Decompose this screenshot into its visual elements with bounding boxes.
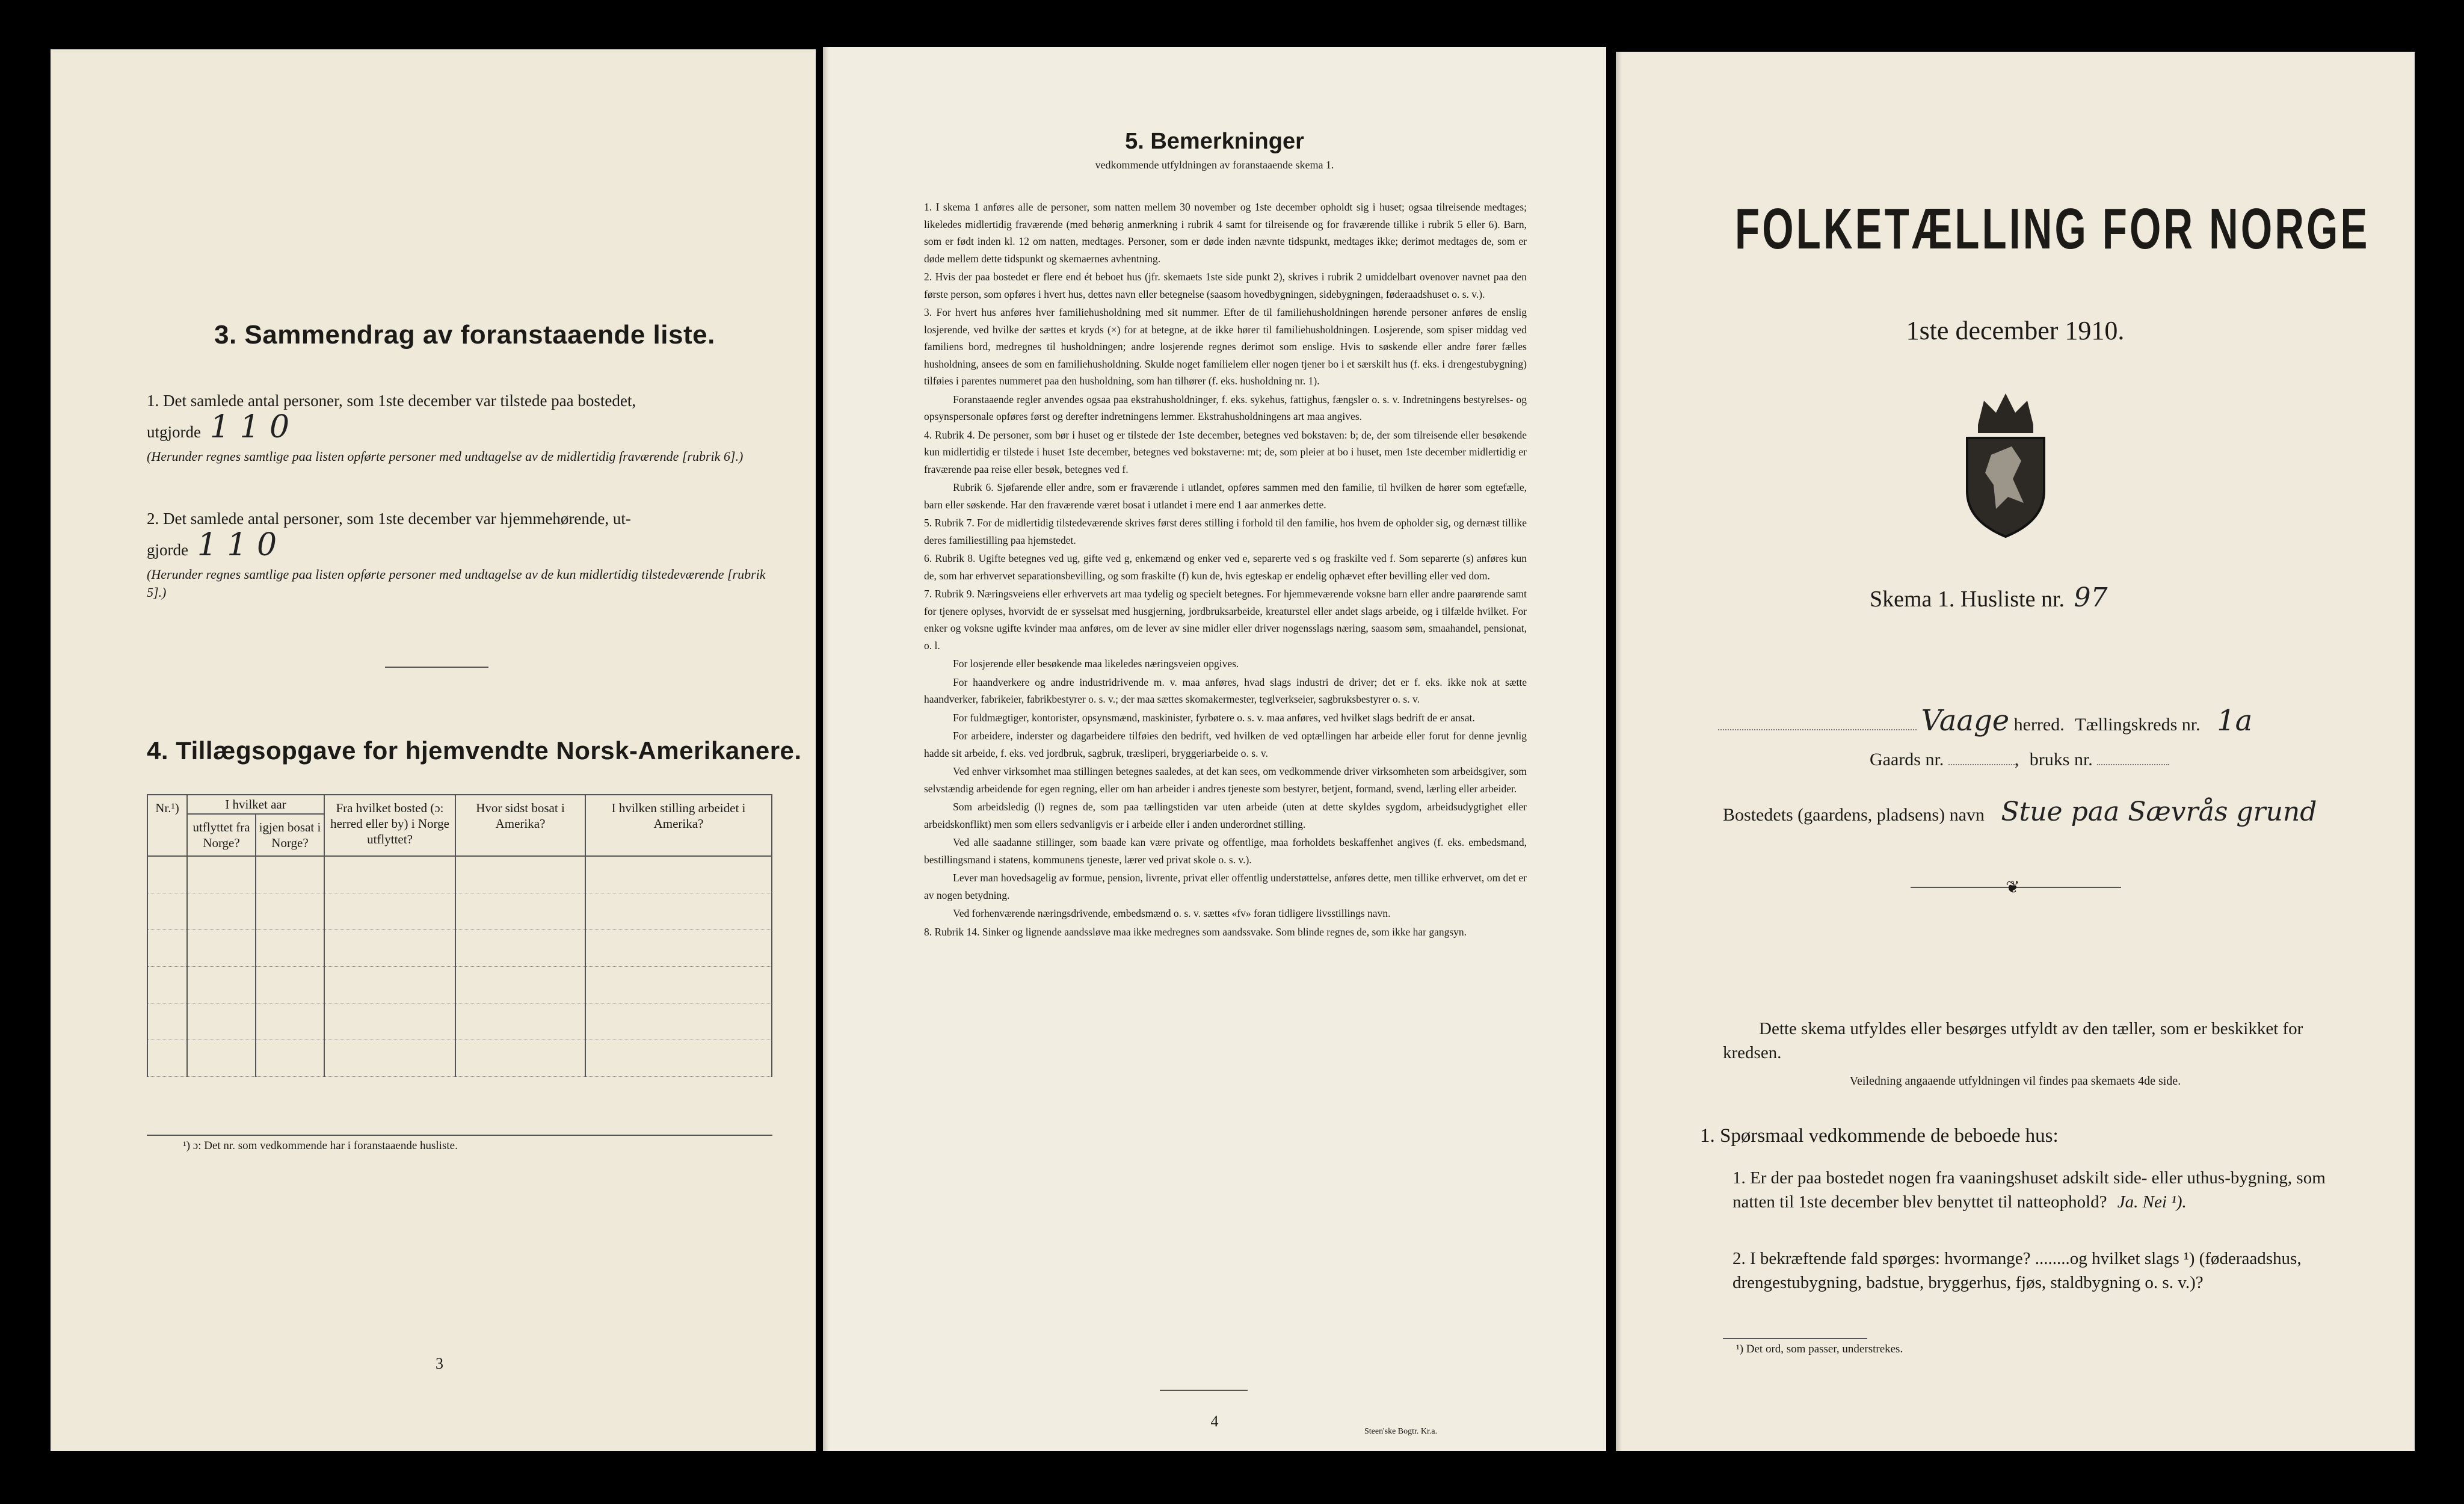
remark-paragraph: For arbeidere, inderster og dagarbeidere tilføies den bedrift, ved hvilken de ved optællingen har arbeide eller forut for denne jevnlig hadde sit arbeide, f. eks. ved jordbruk, sagbruk, træsliperi, bryggeriarbeide o. s. v. — [924, 730, 1527, 759]
bosted-line — [1723, 797, 2317, 827]
remark-paragraph: Rubrik 6. Sjøfarende eller andre, som er fraværende i utlandet, opføres sammen med den familie, til hvilken de hører som egtefælle, barn eller søskende. Har den fraværende været bosat i utlandet i mere end 1 aar anmerkes dette. — [924, 481, 1527, 511]
table-cell — [256, 1040, 324, 1077]
remark-paragraph: 3. For hvert hus anføres hver familiehusholdning med sit nummer. Efter de til familiehusholdningen hørende personer anføres de enslig losjerende, ved hvilke der sættes et kryds (×) for at betegne, at de ikke hører til familiehusholdningen. Losjerende, som spiser middag ved familiens bord, medregnes til husholdningen; andre losjerende regnes derimot som enslige. Hvis to søskende eller andre fører fælles husholdning, ansees de som en familiehusholdning. Skulde noget familielem eller nogen tjener bo i et særskilt hus (f. eks. i drengestubygning) tilføies i parentes nummeret paa den husholdning, som han tilhører (f. eks. husholdning nr. 1). — [924, 306, 1527, 387]
table-row — [147, 967, 772, 1003]
page-3 — [51, 49, 816, 1451]
question-1-answer: Ja. Nei ¹). — [2117, 1192, 2187, 1212]
skema-line — [1870, 582, 2108, 613]
question-1-text: 1. Er der paa bostedet nogen fra vaaningshuset adskilt side- eller uthus-bygning, som natten til 1ste december blev benyttet til natteophold? — [1732, 1168, 2326, 1212]
footnote-rule — [1723, 1338, 1867, 1339]
intro-text: Dette skema utfyldes eller besørges utfyldt av den tæller, som er beskikket for kredsen. — [1723, 1019, 2303, 1062]
table-cell — [147, 1040, 187, 1077]
summary-item-1-note: (Herunder regnes samtlige paa listen opførte personer med undtagelse av de midlertidig fraværende [rubrik 6].) — [147, 449, 744, 464]
table-bottom-rule — [147, 1135, 772, 1136]
table-cell — [585, 893, 772, 930]
col-amerika: Hvor sidst bosat i Amerika? — [455, 795, 585, 856]
table-cell — [585, 1003, 772, 1040]
summary-item-2-text: 2. Det samlede antal personer, som 1ste december var hjemmehørende, ut- — [147, 510, 631, 528]
herred-label: herred. — [2013, 715, 2065, 735]
table-cell — [455, 893, 585, 930]
table-cell — [324, 1040, 455, 1077]
veiledning-text: Veiledning angaaende utfyldningen vil findes paa skemaets 4de side. — [1849, 1074, 2181, 1088]
remark-paragraph: 6. Rubrik 8. Ugifte betegnes ved ug, gifte ved g, enkemænd og enker ved e, separerte ved s og fraskilte ved f. Som separerte (s) anføres kun de, som har erhvervet separationsbevilling, og som fraskilte (f) kun de, hvis egteskap er endelig ophævet efter bevilling eller ved dom. — [924, 552, 1527, 582]
remark-paragraph: For haandverkere og andre industridrivende m. v. maa anføres, hvad slags industri de driver; det er f. eks. ikke nok at sætte haandverker, fabrikeier, fabrikbestyrer o. s. v.; der maa sættes skomakermester, teglverkseier, sagbruksbestyrer o. s. v. — [924, 676, 1527, 705]
divider — [385, 667, 488, 668]
remark-paragraph: Lever man hovedsagelig av formue, pension, livrente, privat eller offentlig understøttelse, anføres dette, men tillike erhvervet, om det er av nogen betydning. — [924, 872, 1527, 901]
table-cell — [455, 856, 585, 893]
main-title: FOLKETÆLLING FOR NORGE — [1735, 197, 2370, 261]
coat-of-arms-icon — [1954, 389, 2057, 542]
summary-item-1-prefix: utgjorde — [147, 423, 201, 441]
table-cell — [187, 967, 256, 1003]
bosted-label: Bostedets (gaardens, pladsens) navn — [1723, 805, 1985, 825]
table-cell — [585, 967, 772, 1003]
remarks-subtitle: vedkommende utfyldningen av foranstaaende skema 1. — [1095, 159, 1334, 171]
remark-paragraph: 5. Rubrik 7. For de midlertidig tilstedeværende skrives først deres stilling i forhold til den familie, hos hvem de opholder sig, og dernæst tillike deres familiestilling paa hjemstedet. — [924, 517, 1527, 546]
gaards-label: Gaards nr. — [1870, 750, 1944, 769]
page-1 — [1616, 52, 2415, 1451]
table-cell — [455, 967, 585, 1003]
footnote: ¹) Det ord, som passer, understrekes. — [1736, 1343, 1903, 1355]
table-cell — [147, 893, 187, 930]
table-cell — [147, 1003, 187, 1040]
norsk-amerikanere-table — [147, 794, 772, 1077]
remark-paragraph: For fuldmægtiger, kontorister, opsynsmænd, maskinister, fyrbøtere o. s. v. maa anføres, ved hvilket slags bedrift de er ansat. — [953, 711, 1475, 724]
remark-paragraph: 4. Rubrik 4. De personer, som bør i huset og er tilstede der 1ste december, betegnes ved bokstaven: b; de, der som tilreisende eller besøkende kun midlertidig er tilstede i huset 1ste december, betegnes ved bokstaverne: mt; de, som pleier at bo i huset, men 1ste december midlertidig er fraværende paa reise eller besøk, betegnes ved f. — [924, 428, 1527, 475]
table-cell — [455, 1003, 585, 1040]
remark-paragraph: Som arbeidsledig (l) regnes de, som paa tællingstiden var uten arbeide (uten at dette skyldes sygdom, arbeidsudygtighet eller arbeidskonflikt) men som ellers sedvanligvis er i arbeide eller i anden underordnet stilling. — [924, 801, 1527, 830]
herred-value: Vaage — [1921, 704, 2010, 738]
table-cell — [324, 1003, 455, 1040]
question-1 — [1732, 1166, 2346, 1214]
census-date: 1ste december 1910. — [1906, 316, 2125, 345]
remark-paragraph: For losjerende eller besøkende maa likeledes næringsveien opgives. — [953, 658, 1239, 670]
table-cell — [585, 930, 772, 967]
herred-line — [1718, 704, 2252, 738]
table-row — [147, 1003, 772, 1040]
section-3-title: 3. Sammendrag av foranstaaende liste. — [214, 320, 715, 350]
table-cell — [455, 930, 585, 967]
table-cell — [585, 856, 772, 893]
remark-paragraph: 8. Rubrik 14. Sinker og lignende aandssløve maa ikke medregnes som aandssvake. Som blinde regnes de, som ikke har gangsyn. — [924, 925, 1467, 938]
bruks-label: bruks nr. — [2029, 750, 2093, 769]
col-bosted: Fra hvilket bosted (ɔ: herred eller by) i Norge utflyttet? — [324, 795, 455, 856]
table-row — [147, 930, 772, 967]
table-cell — [324, 856, 455, 893]
table-cell — [187, 856, 256, 893]
remark-paragraph: Ved forhenværende næringsdrivende, embedsmænd o. s. v. sættes «fv» foran tidligere livsstillings navn. — [953, 907, 1391, 919]
table-cell — [324, 930, 455, 967]
bosted-value: Stue paa Sævrås grund — [2001, 797, 2317, 827]
table-cell — [147, 856, 187, 893]
col-aar: I hvilket aar — [187, 795, 324, 814]
remark-paragraph: Ved enhver virksomhet maa stillingen betegnes saaledes, at det kan sees, om vedkommende driver virksomheten som arbeidsgiver, som selvstændig arbeidende for egen regning, eller om han arbeider i andres tjeneste som bestyrer, betjent, formand, svend, lærling eller arbeider. — [924, 765, 1527, 795]
table-cell — [187, 930, 256, 967]
husliste-nr: 97 — [2074, 582, 2108, 613]
col-utflyttet: utflyttet fra Norge? — [187, 814, 256, 856]
summary-item-2-prefix: gjorde — [147, 541, 188, 559]
printer-mark: Steen'ske Bogtr. Kr.a. — [1364, 1427, 1438, 1436]
table-cell — [585, 1040, 772, 1077]
remark-paragraph: 1. I skema 1 anføres alle de personer, som natten mellem 30 november og 1ste december opholdt sig i huset; ogsaa tilreisende medtages; likeledes midlertidig fraværende (med behørig anmerkning i rubrik 4 samt for tilreisende og for fraværende tillike i rubrik 5 eller 6). Barn, som er født inden kl. 12 om natten, medtages. Personer, som er døde inden nævnte tidspunkt, medtages ikke; derimot medtages de, som er døde mellem dette tidspunkt og skemaernes avhentning. — [924, 201, 1527, 265]
remarks-body — [924, 199, 1527, 942]
table-footnote: ¹) ɔ: Det nr. som vedkommende har i foranstaaende husliste. — [183, 1139, 458, 1152]
table-cell — [256, 930, 324, 967]
page-number: 4 — [1210, 1413, 1219, 1430]
table-cell — [187, 1003, 256, 1040]
table-cell — [147, 930, 187, 967]
kreds-value: 1a — [2217, 704, 2253, 738]
table-cell — [256, 1003, 324, 1040]
table-cell — [147, 967, 187, 1003]
col-igjen: igjen bosat i Norge? — [256, 814, 324, 856]
remark-paragraph: Ved alle saadanne stillinger, som baade kan være private og offentlige, maa forholdets beskaffenhet angives (f. eks. embedsmand, bestillingsmand i statens, kommunens tjeneste, lærer ved privat skole o. s. v.). — [924, 836, 1527, 866]
kreds-label: Tællingskreds nr. — [2075, 715, 2201, 735]
remarks-title: 5. Bemerkninger — [1125, 129, 1304, 154]
remark-paragraph: Foranstaaende regler anvendes ogsaa paa ekstrahusholdninger, f. eks. sykehus, fattighus, fængsler o. s. v. Indretningens bestyrelses- og opsynspersonale opføres først og derefter indretningens lemmer. Ekstrahusholdningens art maa angives. — [924, 393, 1527, 422]
page-number: 3 — [436, 1355, 443, 1372]
table-cell — [324, 967, 455, 1003]
question-2: 2. I bekræftende fald spørges: hvormange? ........og hvilket slags ¹) (føderaadshus, drengestubygning, badstue, bryggerhus, fjøs, staldbygning o. s. v.)? — [1732, 1249, 2302, 1292]
col-nr: Nr.¹) — [147, 795, 187, 856]
summary-item-2 — [147, 505, 784, 602]
table-cell — [256, 967, 324, 1003]
summary-item-1 — [147, 387, 784, 466]
remark-paragraph: 7. Rubrik 9. Næringsveiens eller erhvervets art maa tydelig og specielt betegnes. For hjemmeværende voksne barn eller andre paarørende samt for tjenere oplyses, hvorvidt de er sysselsat med husgjerning, jordbruksarbeide, kreaturstel eller andet slags arbeide, og i tilfælde hvilket. For enker og voksne ugifte kvinder maa anføres, om de lever av sine midler eller driver nogensslags næring, saasom søm, smaahandel, pensionat, o. l. — [924, 588, 1527, 652]
remark-paragraph: 2. Hvis der paa bostedet er flere end ét beboet hus (jfr. skemaets 1ste side punkt 2), skrives i rubrik 2 umiddelbart ovenover navnet paa den første person, som opføres i hvert hus, dettes navn eller betegnelse (saasom hovedbygningen, sidebygningen, føderaadshuset o. s. v.). — [924, 271, 1527, 300]
table-cell — [187, 1040, 256, 1077]
questions-heading: 1. Spørsmaal vedkommende de beboede hus: — [1700, 1125, 2059, 1147]
page-4 — [823, 47, 1606, 1451]
col-stilling: I hvilken stilling arbeidet i Amerika? — [585, 795, 772, 856]
summary-item-1-text: 1. Det samlede antal personer, som 1ste december var tilstede paa bostedet, — [147, 392, 636, 410]
ornament-icon: ❦ — [2006, 878, 2020, 897]
divider — [1160, 1390, 1248, 1391]
table-cell — [256, 893, 324, 930]
table-cell — [324, 893, 455, 930]
table-row — [147, 893, 772, 930]
summary-item-2-value: 1 1 0 — [197, 527, 277, 563]
table-row — [147, 1040, 772, 1077]
summary-item-2-note: (Herunder regnes samtlige paa listen opførte personer med undtagelse av de kun midlertidig tilstedeværende [rubrik 5].) — [147, 567, 766, 600]
table-row — [147, 856, 772, 893]
summary-item-1-value: 1 1 0 — [209, 409, 290, 445]
gaards-line: Gaards nr. , bruks nr. — [1870, 750, 2169, 770]
section-4-title: 4. Tillægsopgave for hjemvendte Norsk-Amerikanere. — [147, 736, 802, 765]
table-cell — [256, 856, 324, 893]
skema-label: Skema 1. Husliste nr. — [1870, 587, 2065, 612]
table-cell — [455, 1040, 585, 1077]
table-cell — [187, 893, 256, 930]
